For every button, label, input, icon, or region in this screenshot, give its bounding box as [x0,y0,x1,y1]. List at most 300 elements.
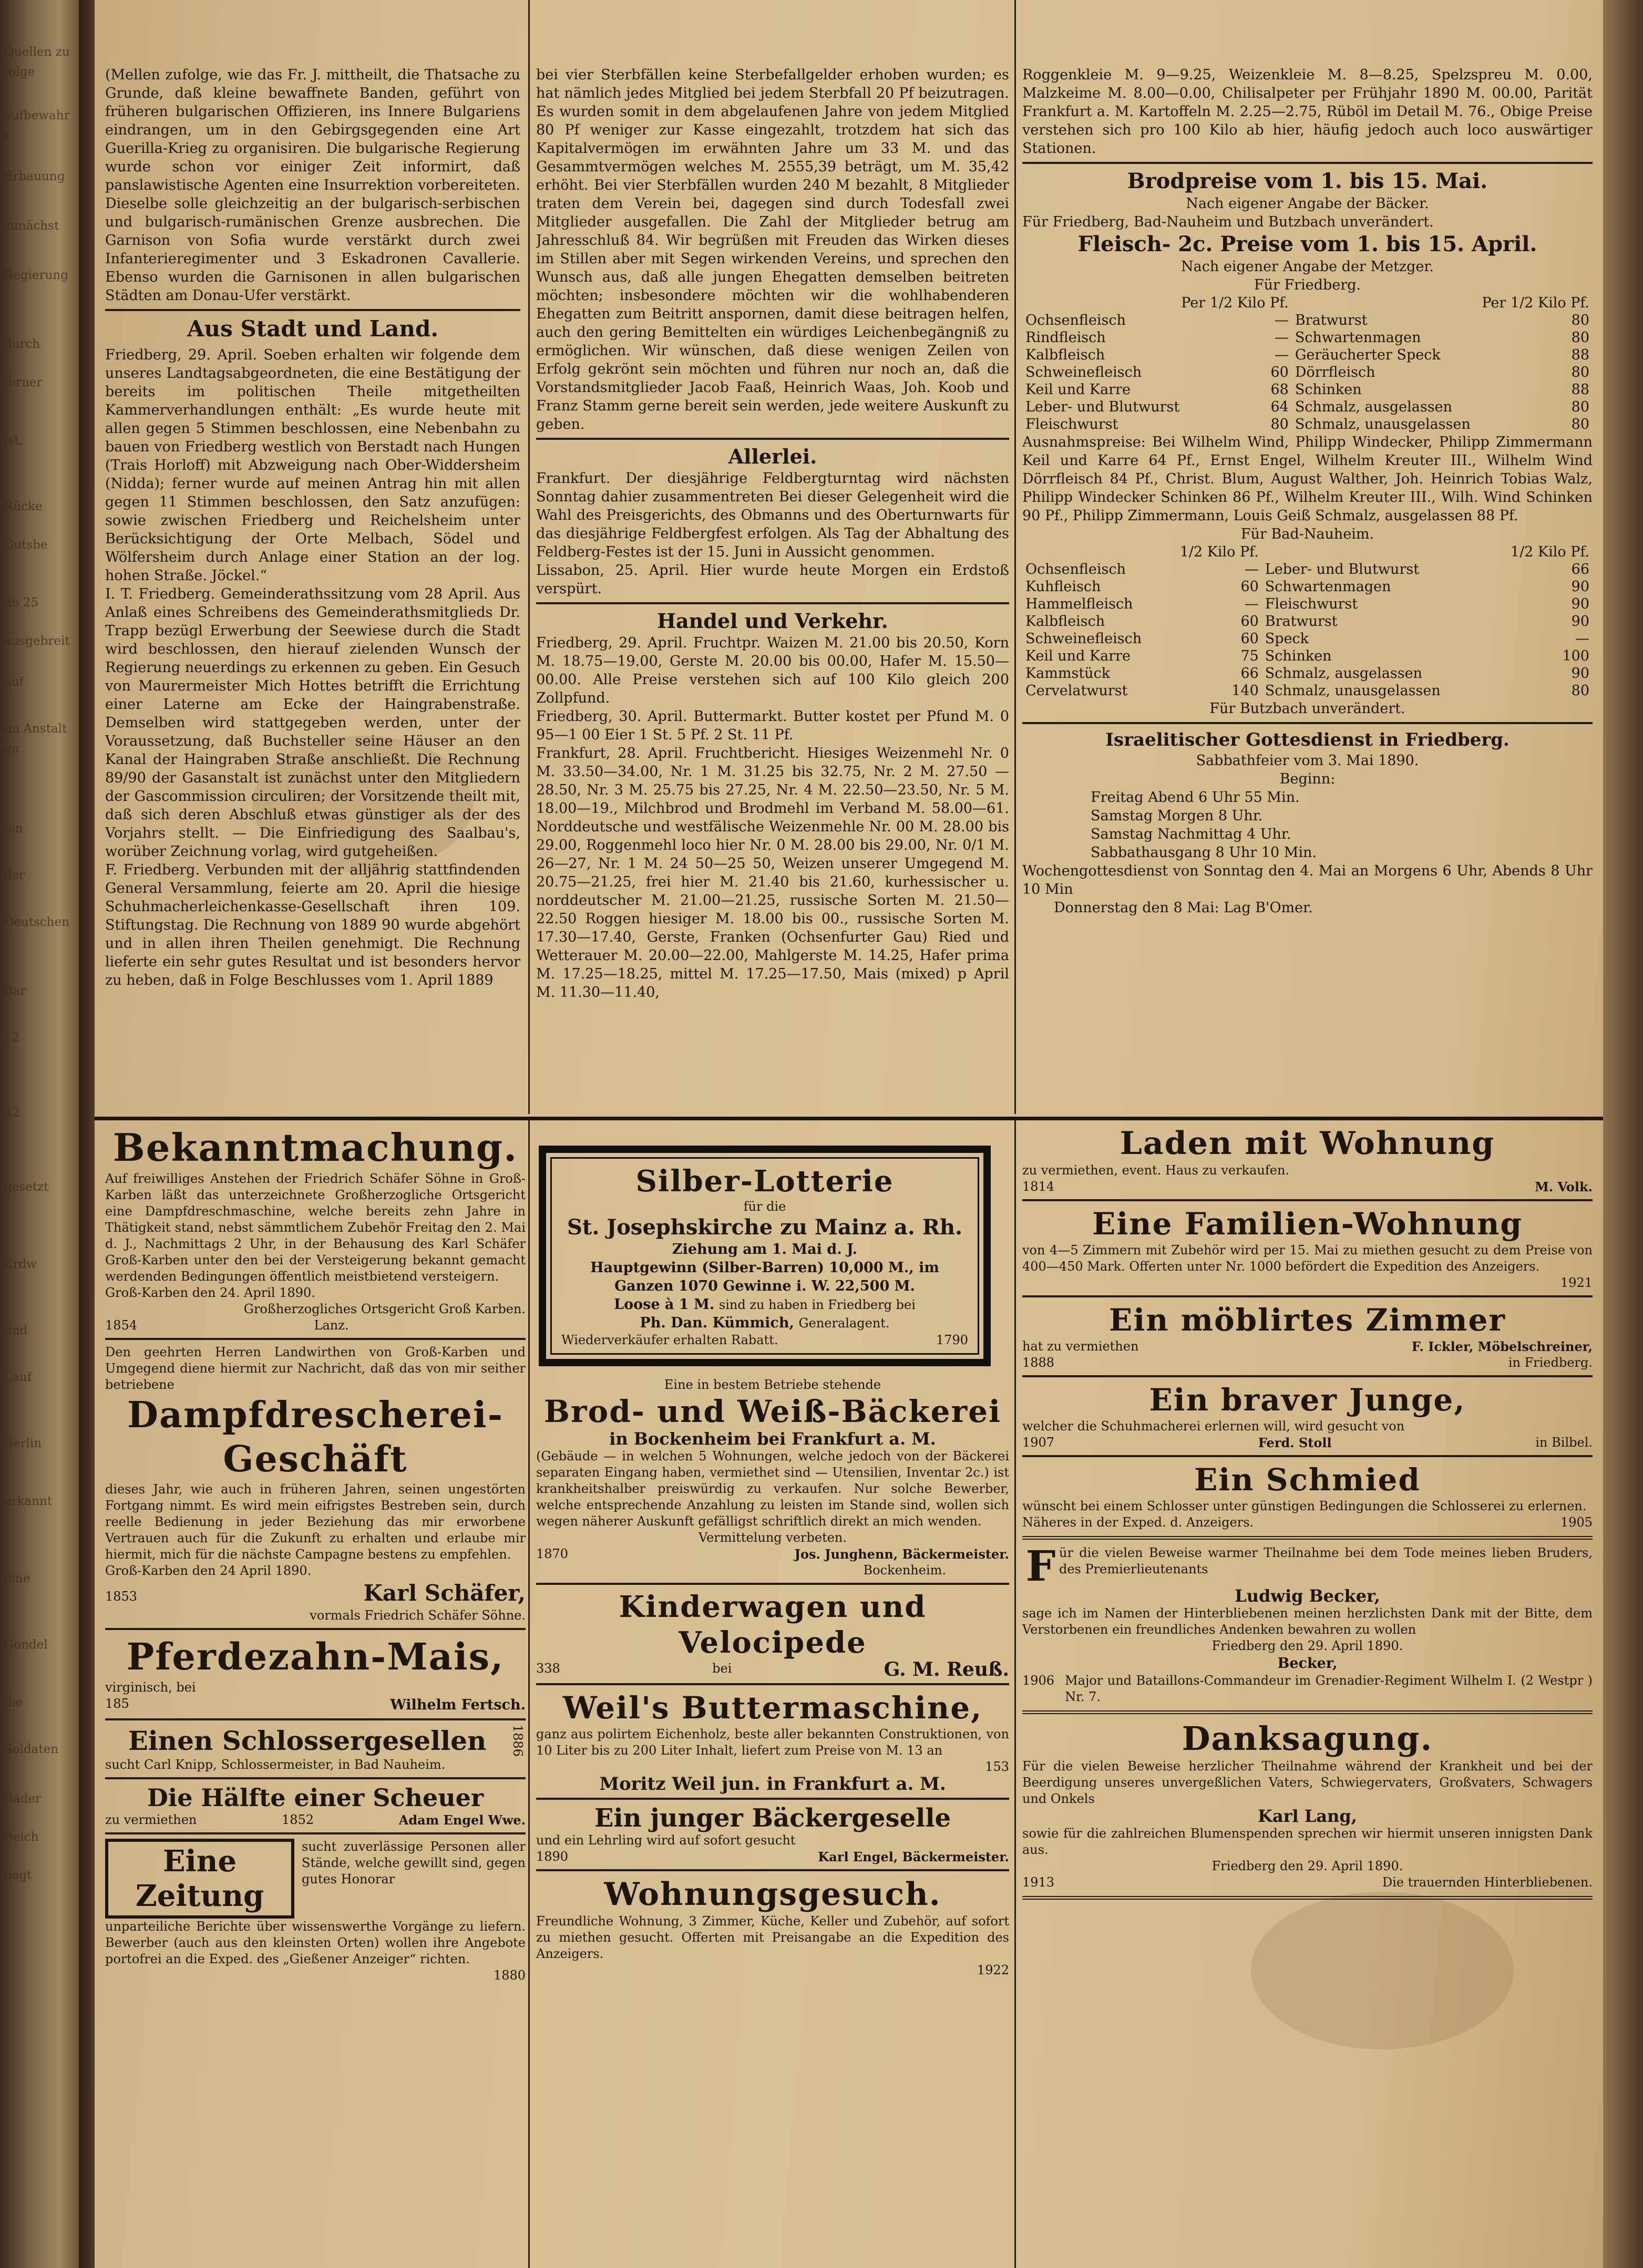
table-header-row [1022,294,1593,312]
baeckerei-ort: in Bockenheim bei Frankfurt a. M. [609,1429,936,1449]
brodpreise-heading: Brodpreise vom 1. bis 15. Mai. [1127,169,1488,193]
item-price: 80 [1571,329,1589,346]
junge-text: welcher die Schuhmacherei erlernen will, wird gesucht von [1022,1419,1405,1434]
dank1-name: Ludwig Becker, [1235,1586,1380,1606]
item-name: Schinken [1295,382,1362,398]
fragment-text: Bäder [4,1792,41,1806]
kinderwagen-heading: Kinderwagen und Velocipede [619,1590,927,1660]
ad-number: 1814 [1022,1179,1055,1194]
item-price: 66 [1240,665,1259,682]
bad-nauheim-label: Für Bad-Nauheim. [1240,526,1374,542]
ad-number: 1854 [105,1318,138,1333]
fragment-text: der [4,869,25,882]
item-name: Cervelatwurst [1025,683,1128,699]
baeckerei-footer [536,1546,1009,1562]
laden-heading: Laden mit Wohnung [1120,1125,1495,1162]
fragment-text: liegt [4,1869,32,1882]
advertiser-name: Karl Engel, Bäckermeister. [818,1849,1009,1864]
dampf-footer [105,1579,526,1607]
drop-cap: F [1025,1541,1056,1591]
table-header-row [1022,543,1593,561]
bulgaria-article: (Mellen zufolge, wie das Fr. J. mittheilt, die Thatsache zu Grunde, daß kleine bewaffnete Banden, geführt von früheren bulgarischen Offizieren, ins Innere Bulgariens eindrangen, um in den Gebirgsgegenden eine Art Guerilla-Krieg zu organisiren. Die bulgarische Regierung wurde schon vor einiger Zeit informirt, daß panslawistische Agenten eine Insurrektion vorbereiteten. Dieselbe solle gleichzeitig an der bulgarisch-serbischen und bulgarisch-rumänischen Grenze ausbrechen. Die Garnison von Sofia wurde verstärkt durch zwei Infanterieregimenter und 3 Eskadronen Cavallerie. Ebenso wurden die Garnisonen in allen bulgarischen Städten am Donau-Ufer verstärkt. [105,67,520,304]
table-row [1022,416,1593,433]
table-row [1022,613,1593,630]
item-price: 60 [1240,613,1259,630]
danksagung-heading: Danksagung. [1182,1719,1433,1758]
dank1-text2: sage ich im Namen der Hinterbliebenen meinen herzlichsten Dank mit der Bitte, dem Verstorbenen ein freundliches Andenken bewahren zu wollen [1022,1606,1593,1637]
ad-number: 1906 [1022,1673,1055,1688]
item-name: Geräucherter Speck [1295,347,1441,363]
service-time: Samstag Nachmittag 4 Uhr. [1091,826,1291,842]
bekanntmachung-footer [105,1317,526,1334]
item-price: 90 [1571,596,1589,612]
wohnungsgesuch-text: Freundliche Wohnung, 3 Zimmer, Küche, Keller und Zubehör, auf sofort zu miethen gesucht. Offerten mit Preisangabe an die Expedition des Anzeigers. [536,1914,1009,1961]
item-name: Schinken [1265,648,1332,664]
item-price: 75 [1240,648,1259,664]
header-left: 1/2 Kilo Pf. [1179,544,1259,560]
junge-footer [1022,1435,1593,1451]
advertiser-name: Ferd. Stoll [1258,1435,1332,1450]
divider [1022,1199,1593,1201]
schmied-text2: Näheres in der Exped. d. Anzeigers. [1022,1515,1254,1530]
item-price: 88 [1571,382,1589,398]
divider [1022,1455,1593,1457]
divider [1022,1375,1593,1377]
ad-number: 1907 [1022,1435,1055,1450]
column-3 [1022,66,1593,1117]
table-row [1022,346,1593,364]
advertiser-name: G. M. Reuß. [884,1658,1009,1681]
divider [105,1338,526,1340]
item-price: 100 [1562,648,1589,664]
danksagung-footer [1022,1874,1593,1891]
ads-column-right [1022,1125,1593,2254]
junge-ort: in Bilbel. [1535,1435,1593,1450]
fragment-text: Gondel [4,1638,48,1652]
dampf-date: Groß-Karben den 24 April 1890. [105,1563,312,1578]
service-time: Sabbathausgang 8 Uhr 10 Min. [1091,844,1317,861]
item-name: Schwartenmagen [1295,329,1421,346]
fragment-text: 42 [4,1106,20,1119]
baeckerei-heading: Brod- und Weiß-Bäckerei [543,1394,1002,1429]
schmied-text: wünscht bei einem Schlosser unter günstigen Bedingungen die Schlosserei zu erlernen. [1022,1499,1587,1513]
lotterie-ziehung: Ziehung am 1. Mai d. J. [672,1241,858,1257]
table-row [1022,381,1593,398]
friedberg-label: Für Friedberg. [1254,277,1361,293]
item-price: 140 [1231,683,1259,699]
bekanntmachung-signature: Großherzogliches Ortsgericht Groß Karben. [243,1302,526,1316]
lotterie-loose-line [561,1295,968,1314]
table-row [1022,312,1593,329]
section-heading-handel: Handel und Verkehr. [657,609,888,633]
dank1-rank: Major und Bataillons-Commandeur im Grenadier-Regiment Wilhelm I. (2 Westpr ) Nr. 7. [1065,1673,1593,1704]
item-name: Fleischwurst [1265,596,1358,612]
item-price: 90 [1571,665,1589,682]
ad-number: 1886 [510,1725,525,1757]
table-row [1022,578,1593,595]
item-price: 90 [1571,613,1589,630]
advertiser-name: Jos. Junghenn, Bäckermeister. [794,1547,1009,1562]
fragment-text: Beich [4,1830,39,1844]
article-sterbekasse: bei vier Sterbfällen keine Sterbefallgelder erhoben wurden; es hat nämlich jedes Mitglied bei jedem Sterbfall 20 Pf beizutragen. Es wurden somit in dem abgelaufenen Jahre von jedem Mitglied 80 Pf weniger zur Kasse eingezahlt, trotzdem hat sich das Kapitalvermögen im erwähnten Jahre um 33 M. und das Gesammtvermögen welches M. 2555,39 beträgt, um M. 35,42 erhöht. Bei vier Sterbfällen wurden 240 M bezahlt, 8 Mitglieder traten dem Verein bei, dagegen sind durch Todesfall zwei Mitglieder ausgefallen. Die Zahl der Mitglieder betrug am Jahresschluß 84. Wir begrüßen mit Freuden das Wirken dieses im Stillen aber mit Segen wirkenden Vereins, und sprechen den Wunsch aus, daß alle jungen Ehegatten demselben beitreten möchten; insbesondere möchten wir die wohlhabenderen Ehegatten zum Beitritt anspornen, damit diese beitragen helfen, auch den gering Bemittelten ein würdiges Leichenbegängniß zu ermöglichen. Wir wünschen, daß diese wenigen Zeilen von Erfolg gekrönt sein möchten und führen nur noch an, daß die Vorstandsmitglieder Jacob Faaß, Heinrich Waas, Joh. Koob und Franz Stamm gerne bereit sein werden, jede weitere Auskunft zu geben. [536,67,1009,432]
divider [536,1869,1009,1871]
fleischpreise-subtitle: Nach eigener Angabe der Metzger. [1181,259,1434,275]
article-feldberg: Frankfurt. Der diesjährige Feldbergturntag wird nächsten Sonntag dahier zusammentreten Bei dieser Gelegenheit wird die Wahl des Preisgerichts, des Obmanns und des Oberturnwarts für das diesjährige Feldbergfest erfolgen. Als Tag der Abhaltung des Feldberg-Festes ist der 15. Juni in Aussicht genommen. [536,470,1009,560]
item-name: Leber- und Blutwurst [1025,399,1180,415]
table-row [1022,561,1593,578]
fragment-text: ein [4,822,23,836]
column-divider [1014,1119,1016,2268]
item-price: 80 [1571,416,1589,432]
lotterie-kirche: St. Josephskirche zu Mainz a. Rh. [567,1215,962,1240]
fragment-text: Gutsbe [4,538,48,552]
bekanntmachung-heading: Bekanntmachung. [112,1125,518,1170]
fragment-text: Bar [4,984,26,998]
bad-nauheim-price-table [1022,543,1593,699]
item-name: Hammelfleisch [1025,596,1133,612]
item-name: Keil und Karre [1025,382,1131,398]
table-row [1022,682,1593,699]
fragment-text: ab 25 [4,596,39,610]
table-row [1022,595,1593,613]
item-price: — [1274,312,1289,328]
item-price: 90 [1571,579,1589,595]
lotterie-rabatt: Wiederverkäufer erhalten Rabatt. [561,1333,778,1347]
familienwohnung-text: von 4—5 Zimmern mit Zubehör wird per 15. Mai zu miethen gesucht zu dem Preise von 400—450 Mark. Offerten unter Nr. 1000 befördert die Expedition des Anzeigers. [1022,1243,1593,1274]
divider [105,1718,526,1720]
fleischpreise-heading: Fleisch- 2c. Preise vom 1. bis 15. April. [1077,232,1537,256]
item-name: Schwartenmagen [1265,579,1391,595]
item-name: Schmalz, ausgelassen [1295,399,1452,415]
divider [536,1683,1009,1685]
silber-lotterie-ad [539,1146,991,1366]
lag-bomer: Donnerstag den 8 Mai: Lag B'Omer. [1054,900,1313,916]
ad-number: 1888 [1022,1355,1055,1370]
item-price: 66 [1571,561,1589,578]
dank1-footer [1022,1673,1593,1705]
page-edge [1603,0,1643,2268]
fragment-text: die [4,1696,23,1709]
item-price: 60 [1270,364,1289,380]
ad-number: 1890 [536,1849,569,1864]
item-name: Schmalz, unausgelassen [1265,683,1441,699]
item-name: Leber- und Blutwurst [1265,561,1420,578]
baeckerei-intro: Eine in bestem Betriebe stehende [664,1377,881,1392]
divider [1022,162,1593,164]
gottesdienst-times [1022,788,1593,862]
zeitung-heading: Eine Zeitung [105,1839,294,1919]
signer-name: Lanz. [314,1318,349,1333]
item-name: Ochsenfleisch [1025,312,1126,328]
ad-number: 1921 [1560,1275,1593,1290]
column-1 [105,66,520,1117]
dampf-subname: vormals Friedrich Schäfer Söhne. [310,1608,526,1623]
fragment-text: Berlin [4,1437,42,1450]
schlosser-text: sucht Carl Knipp, Schlossermeister, in Bad Nauheim. [105,1757,446,1772]
fragment-text: im Anstalten [4,722,67,756]
divider [105,1628,526,1630]
familienwohnung-heading: Eine Familien-Wohnung [1092,1206,1523,1242]
fragment-text: Lauf [4,1370,32,1384]
table-row [1022,398,1593,416]
item-price: 68 [1270,382,1289,398]
sabbathfeier: Sabbathfeier vom 3. Mai 1890. [1196,752,1419,769]
item-name: Speck [1265,631,1309,647]
junge-heading: Ein braver Junge, [1149,1382,1466,1418]
item-name: Dörrfleisch [1295,364,1375,380]
dampfdrescherei-heading: Dampfdrescherei-Geschäft [127,1394,504,1480]
service-time: Samstag Morgen 8 Uhr. [1091,808,1263,824]
item-name: Schweinefleisch [1025,631,1142,647]
fragment-text: ist, [4,434,23,447]
baeckerei-text: (Gebäude — in welchen 5 Wohnungen, welche jedoch von der Bäckerei separaten Eingang haben, vermiethet sind — Utensilien, Inventar 2c.) ist krankheitshalber preiswürdig zu verkaufen. Nur solche Bewerber, welche entsprechende Anzahlung zu leisten im Stande sind, wollen sich wegen näherer Auskunft gefälligst schriftlich direkt an mich wenden. [536,1449,1009,1529]
divider [536,1798,1009,1800]
dank1-signature: Becker, [1277,1655,1338,1672]
service-time: Freitag Abend 6 Uhr 55 Min. [1091,789,1300,806]
article-lissabon: Lissabon, 25. April. Hier wurde heute Morgen ein Erdstoß verspürt. [536,562,1009,597]
fragment-text: erkannt [4,1494,53,1508]
fragment-text: zunächst [4,219,59,233]
section-rule [95,1117,1603,1120]
lotterie-heading: Silber-Lotterie [635,1164,894,1199]
item-price: 60 [1240,631,1259,647]
baeckergeselle-text: und ein Lehrling wird auf sofort gesucht [536,1833,796,1848]
schmied-footer [1022,1514,1593,1531]
kinderwagen-footer [536,1658,1009,1681]
lotterie-agent-line [561,1314,968,1332]
baeckergeselle-footer [536,1849,1009,1865]
table-row [1022,665,1593,682]
article-gemeinderath: I. T. Friedberg. Gemeinderathssitzung vom 28 April. Aus Anlaß eines Schreibens des Gemeinderathsmitglieds Dr. Trapp bezügl Erwerbung der Seewiese durch die Stadt wird beschlossen, den hierauf zielenden Wunsch der Regierung neuerdings zu erkennen zu geben. Ein Gesuch von Maurermeister Mich Hottes betrifft die Errichtung einer Laterne am Ecke der Haingrabenstraße. Demselben wird stattgegeben werden, unter der Voraussetzung, daß Buchsteller seine Häuser an den Kanal der Haingraben Straße anschließt. Die Rechnung 89/90 der Gasanstalt ist zunächst unter den Mitgliedern der Gascommission circuliren; der Vorsitzende theilt mit, daß sich deren Abschluß etwas günstiger als der des Vorjahrs stellt. — Die Einfriedigung des Saalbau's, worüber Zeichnung vorlag, wird gutgeheißen. [105,586,520,860]
item-name: Schmalz, unausgelassen [1295,416,1471,432]
fragment-text: Quellen zufolge [4,45,70,79]
dank1-row [1022,1541,1593,1591]
item-price: — [1274,329,1289,346]
fragment-text: Deutschen [4,915,70,929]
divider [1022,1295,1593,1297]
item-name: Schmalz, ausgelassen [1265,665,1422,682]
column-divider [528,1119,530,2268]
table-row [1022,647,1593,665]
item-price: 60 [1240,579,1259,595]
newspaper-page [95,0,1603,2268]
article-landtag: Friedberg, 29. April. Soeben erhalten wir folgende dem unseres Landtagsabgeordneten, die eine Bestätigung der bereits im politischen Theile mitgetheilten Kammerverhandlungen enthält: „Es wurde heute mit allen gegen 5 Stimmen beschlossen, eine Nebenbahn zu bauen von Friedberg westlich von Berstadt nach Hungen (Trais Horloff) mit Abzweigung nach Ober-Widdersheim (Nidda); ferner wurde auf meinen Antrag hin mit allen gegen 11 Stimmen beschlossen, den Satz anzufügen: sowie zwischen Friedberg und Reichelsheim unter Berücksichtigung der Orte Melbach, Södel und Wölfersheim durch Anlage einer Station an der log. hohen Straße. Jöckel.“ [105,347,520,584]
zimmer-ort: in Friedberg. [1508,1355,1593,1370]
divider [536,1583,1009,1585]
advertiser-name: Moritz Weil jun. in Frankfurt a. M. [599,1774,946,1795]
table-row [1022,329,1593,346]
item-name: Kalbfleisch [1025,347,1105,363]
bekanntmachung-text: Auf freiwilliges Anstehen der Friedrich Schäfer Söhne in Groß-Karben läßt das unterzeichnete Großherzogliche Ortsgericht eine Dampfdreschmaschine, welche bereits zehn Jahre in Thätigkeit stand, nebst sämmtlichem Zubehör Freitag den 2. Mai d. J., Nachmittags 2 Uhr, in der Behausung des Karl Schäfer Groß-Karben unter den bei der Versteigerung bekannt gemacht werdenden Bedingungen öffentlich meistbietend versteigern. [105,1171,526,1284]
fragment-text: gesetzt [4,1180,49,1194]
bekanntmachung-date: Groß-Karben den 24. April 1890. [105,1285,315,1300]
lotterie-loose: Loose à 1 M. [614,1296,715,1313]
ad-number: 153 [985,1759,1009,1774]
item-name: Rindfleisch [1025,329,1106,346]
article-buttermarkt: Friedberg, 30. April. Buttermarkt. Butter kostet per Pfund M. 0 95—1 00 Eier 1 St. 5 Pf. 2 St. 11 Pf. [536,708,1009,743]
scheuer-text: zu vermiethen [105,1812,197,1828]
danksagung-signature: Die trauernden Hinterbliebenen. [1382,1875,1593,1890]
buttermaschine-heading: Weil's Buttermaschine, [562,1690,983,1726]
schlosser-row [105,1725,526,1757]
fragment-text: ausgebreit [4,634,70,648]
item-name: Bratwurst [1295,312,1368,328]
lotterie-loose2: sind zu haben in Friedberg bei [718,1297,916,1312]
black-border-bottom [1022,1710,1593,1714]
dank1-date: Friedberg den 29. April 1890. [1211,1638,1403,1653]
ad-number: 185 [105,1696,129,1711]
ad-number: 338 [536,1661,560,1676]
ad-number: 1852 [282,1812,314,1828]
brodpreise-line: Für Friedberg, Bad-Nauheim und Butzbach unverändert. [1022,214,1434,230]
divider [105,1832,526,1834]
advertiser-name: Wilhelm Fertsch. [390,1697,526,1713]
fragment-text: ferner [4,376,43,389]
gottesdienst-heading: Israelitischer Gottesdienst in Friedberg. [1105,729,1509,750]
beginn-label: Beginn: [1279,771,1336,787]
divider [536,602,1009,604]
fragment-text: Erbauung [4,170,65,183]
kinderwagen-bei: bei [712,1661,732,1676]
schmied-heading: Ein Schmied [1194,1462,1421,1498]
header-right: 1/2 Kilo Pf. [1510,544,1589,560]
ad-number: 1790 [936,1333,968,1347]
divider [1022,722,1593,724]
lotterie-agent2: Generalagent. [798,1316,890,1331]
advertiser-name: M. Volk. [1535,1179,1593,1194]
black-border-end [1022,1896,1593,1900]
zeitung-side: sucht zuverlässige Personen aller Stände, welche gewillt sind, gegen gutes Honorar [302,1839,526,1887]
article-schuhmacher: F. Friedberg. Verbunden mit der alljährig stattfindenden General Versammlung, feierte am 20. April die hiesige Schuhmacherleichenkasse-Gesellschaft ihren 109. Stiftungstag. Die Rechnung von 1889 90 wurde abgehört und in allen ihren Theilen genehmigt. Die Rechnung lieferte ein sehr gutes Resultat und ist besonders hervor zu heben, daß in Folge Beschlusses vom 1. April 1889 [105,862,520,988]
item-price: 80 [1571,399,1589,415]
zimmer-heading: Ein möblirtes Zimmer [1109,1302,1506,1338]
item-name: Fleischwurst [1025,416,1118,432]
ad-number: 1905 [1560,1515,1593,1530]
ad-number: 1913 [1022,1875,1055,1890]
ad-number: 1880 [493,1968,526,1983]
fragment-text: durch [4,337,40,351]
item-name: Kuhfleisch [1025,579,1101,595]
advertiser-name: F. Ickler, Möbelschreiner, [1411,1339,1593,1354]
item-name: Kalbfleisch [1025,613,1105,630]
dampf-intro: Den geehrten Herren Landwirthen von Groß-Karben und Umgegend diene hiermit zur Nachricht, daß das von mir seither betriebene [105,1345,526,1392]
lotterie-inner-frame [550,1157,979,1355]
lotterie-fur: für die [743,1199,786,1214]
item-price: — [1244,596,1259,612]
item-name: Bratwurst [1265,613,1338,630]
schlossergesellen-heading: Einen Schlossergesellen [128,1725,487,1756]
ads-column-middle [536,1377,1009,2260]
section-heading-stadt-land: Aus Stadt und Land. [187,316,439,342]
advertiser-name: Adam Engel Wwe. [398,1812,526,1828]
friedberg-price-table [1022,294,1593,433]
fragment-text: Rücke [4,500,43,513]
item-name: Ochsenfleisch [1025,561,1126,578]
item-price: — [1274,347,1289,363]
column-2 [536,66,1009,1117]
advertiser-name: Karl Schäfer, [363,1580,526,1606]
divider [536,438,1009,440]
section-heading-allerlei: Allerlei. [728,445,817,468]
fragment-text: Regierung [4,269,68,282]
wochengottesdienst: Wochengottesdienst von Sonntag den 4. Mai an Morgens 6 Uhr, Abends 8 Uhr 10 Min [1022,863,1593,898]
item-price: 80 [1270,416,1289,432]
header-right: Per 1/2 Kilo Pf. [1482,295,1589,311]
dampf-text: dieses Jahr, wie auch in früheren Jahren, seinen ungestörten Fortgang nimmt. Es wird mein eifrigstes Bestreben sein, durch reelle Bedienung in jeder Beziehung das mir erworbene Vertrauen auch für die Zukunft zu erhalten und erlaube mir hiermit, mich für die nächste Campagne bestens zu empfehlen. [105,1482,526,1562]
fragment-text: aufbewahrt [4,109,70,142]
item-price: 80 [1571,312,1589,328]
laden-footer [1022,1179,1593,1195]
item-name: Schweinefleisch [1025,364,1142,380]
previous-page-fragment [0,0,74,2268]
baeckerei-ort2: Bockenheim. [863,1563,946,1578]
zimmer-text: hat zu vermiethen [1022,1339,1139,1354]
zimmer-footer [1022,1355,1593,1371]
item-price: — [1575,631,1589,647]
pferdezahn-mais-heading: Pferdezahn-Mais, [126,1635,505,1678]
header-left: Per 1/2 Kilo Pf. [1181,295,1289,311]
table-row [1022,630,1593,647]
ad-number: 1870 [536,1547,569,1561]
article-fruchtbericht: Frankfurt, 28. April. Fruchtbericht. Hiesiges Weizenmehl Nr. 0 M. 33.50—34.00, Nr. 1 M. 31.25 bis 32.75, Nr. 2 M. 27.50 — 28.50, Nr. 3 M. 25.75 bis 27.25, Nr. 4 M. 22.50—23.50, Nr. 5 M. 18.00—19., Milchbrod und Brodmehl im Verband M. 58.00—61. Norddeutsche und westfälische Weizenmehle Nr. 00 M. 28.00 bis 29.00, Roggenmehl loco hier Nr. 0 M. 28.00 bis 29.00, Nr. 0/1 M. 26—27, Nr. 1 M. 24 50—25 50, Weizen unserer Umgegend M. 20.75—21.25, frei hier M. 21.40 bis 21.60, kurhessischer u. norddeutscher M. 21.00—21.25, russische Sorten M. 21.50—22.50 Roggen hiesiger M. 18.00 bis 00., russische Sorten M. 17.30—17.40, Gerste, Franken (Ochsenfurter Gau) Ried und Wetterauer M. 20.00—22.00, Mahlgerste M. 14.25, Hafer prima M. 17.25—18.25, mittel M. 17.25—17.50, Mais (mixed) p April M. 11.30—11.40, [536,745,1009,1001]
lotterie-agent: Ph. Dan. Kümmich, [640,1315,794,1331]
table-row [1022,364,1593,381]
fragment-text: auf [4,675,24,689]
fragment-text: und [4,1324,28,1337]
lotterie-gewinn: Hauptgewinn (Silber-Barren) 10,000 M., im Ganzen 1070 Gewinne i. W. 22,500 M. [590,1260,939,1294]
column-divider [528,0,530,1114]
scheuer-heading: Die Hälfte einer Scheuer [147,1784,484,1812]
wohnungsgesuch-heading: Wohnungsgesuch. [604,1876,941,1913]
dank1-text: ür die vielen Beweise warmer Theilnahme bei dem Tode meines lieben Bruders, des Premierlieutenants [1059,1545,1593,1576]
column-divider [1014,0,1016,1114]
item-price: 80 [1571,683,1589,699]
mais-footer [105,1696,526,1714]
baeckerei-verm: Vermittelung verbeten. [698,1530,847,1545]
article-fruchtpreise: Friedberg, 29. April. Fruchtpr. Waizen M. 21.00 bis 20.50, Korn M. 18.75—19.00, Gerste M. 20.00 bis 00.00, Hafer M. 15.50—00.00. Alle Preise verstehen sich auf 100 Kilo gleich 200 Zollpfund. [536,635,1009,706]
item-price: 88 [1571,347,1589,363]
ausnahmspreise: Ausnahmspreise: Bei Wilhelm Wind, Philipp Windecker, Philipp Zimmermann Keil und Karre 64 Pf., Ernst Engel, Wilhelm Kreuter III., Wilhelm Wind Dörrfleisch 84 Pf., Christ. Blum, August Walther, Joh. Heinrich Tobias Walz, Philipp Windecker Schinken 86 Pf., Wilhelm Kreuter III., Wilh. Wind Schinken 90 Pf., Philipp Zimmermann, Louis Geiß Schmalz, ausgelassen 88 Pf. [1022,434,1593,524]
zeitung-text: unparteiliche Berichte über wissenswerthe Vorgänge zu liefern. Bewerber (auch aus den kleinsten Orten) wollen ihre Angebote portofrei an die Exped. des „Gießener Anzeiger“ richten. [105,1919,526,1967]
black-border-top [1022,1536,1593,1540]
danksagung-text: Für die vielen Beweise herzlicher Theilnahme während der Krankheit und bei der Beerdigung unseres unvergeßlichen Vaters, Schwiegervaters, Großvaters, Schwagers und Onkels [1022,1759,1593,1806]
item-price: — [1244,561,1259,578]
zeitung-row [105,1839,526,1919]
fragment-text: Soldaten [4,1743,59,1756]
item-price: 64 [1270,399,1289,415]
ads-column-left [105,1125,526,2228]
divider [105,309,520,311]
fragment-text: eine [4,1572,30,1585]
item-name: Kammstück [1025,665,1111,682]
item-price: 80 [1571,364,1589,380]
item-name: Keil und Karre [1025,648,1131,664]
brodpreise-subtitle: Nach eigener Angabe der Bäcker. [1186,195,1429,212]
buttermaschine-text: ganz aus polirtem Eichenholz, beste aller bekannten Construktionen, von 10 Liter bis zu 200 Liter Inhalt, liefert zum Preise von M. 13 an [536,1727,1009,1758]
danksagung-date: Friedberg den 29. April 1890. [1211,1859,1403,1873]
danksagung-text2: sowie für die zahlreichen Blumenspenden sprechen wir hiermit unseren innigsten Dank aus. [1022,1826,1593,1857]
ad-number: 1853 [105,1589,138,1604]
scheuer-footer [105,1812,526,1828]
divider [105,1777,526,1779]
ad-number: 1922 [977,1963,1009,1977]
mais-subtitle: virginisch, bei [105,1680,196,1695]
fragment-text: 12 [4,1031,20,1045]
laden-text: zu vermiethen, event. Haus zu verkaufen. [1022,1163,1290,1178]
baeckergeselle-heading: Ein junger Bäckergeselle [594,1803,951,1833]
fragment-text: Erdw [4,1257,37,1271]
article-kleie-preise: Roggenkleie M. 9—9.25, Weizenkleie M. 8—8.25, Spelzspreu M. 0.00, Malzkeime M. 8.00—0.00, Chilisalpeter per Frühjahr 1890 M. 00.00, Parität Frankfurt a. M. Kartoffeln M. 2.25—2.75, Rüböl im Detail M. 76., Obige Preise verstehen sich pro 100 Kilo ab hier, häufig jedoch auch loco auswärtiger Stationen. [1022,67,1593,157]
